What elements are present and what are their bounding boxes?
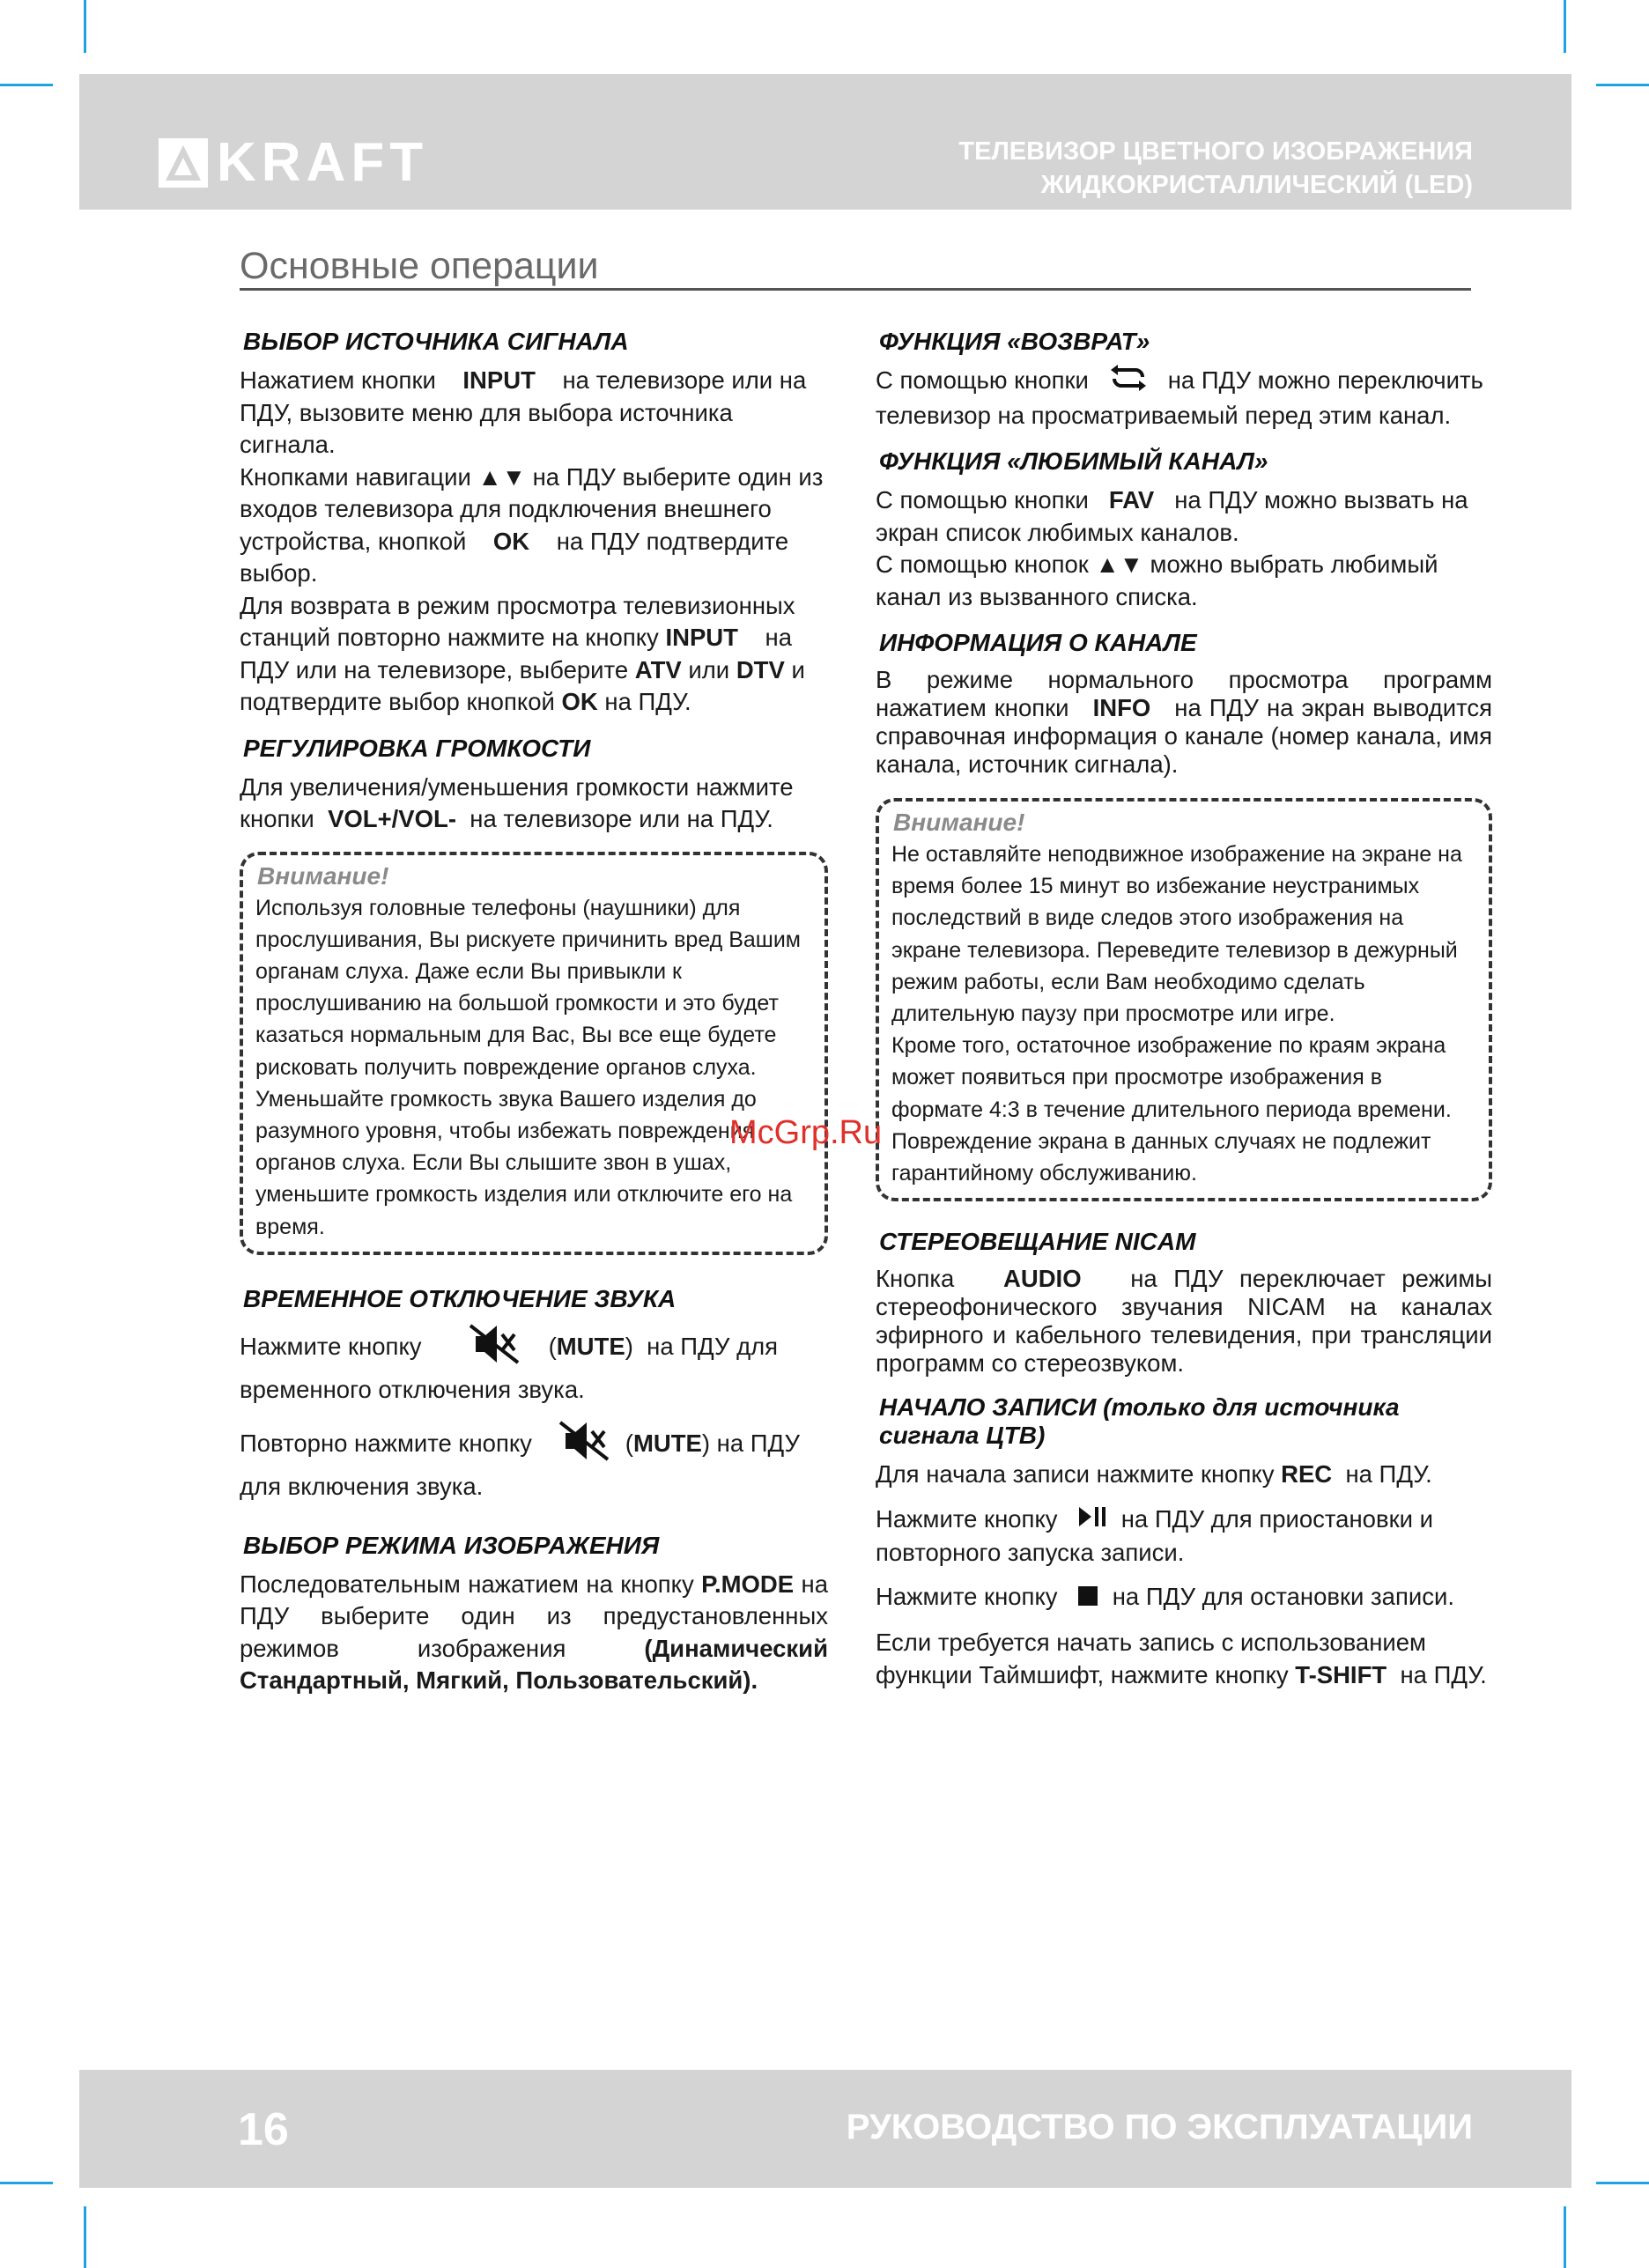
mute-button-label: MUTE [556, 1332, 625, 1360]
volume-paragraph: Для увеличения/уменьшения громкости нажмите кнопки VOL+/VOL- на телевизоре или на ПДУ. [240, 772, 794, 832]
section-title: Основные операции [240, 245, 599, 287]
input-button-label: INPUT [462, 366, 536, 394]
page-number: 16 [238, 2104, 289, 2155]
mute-paragraph-1: Нажмите кнопку (MUTE) на ПДУ для временного отключения звука. [240, 1322, 828, 1407]
nicam-heading: СТЕРЕОВЕЩАНИЕ NICAM [879, 1228, 1196, 1256]
crop-mark [0, 2182, 53, 2184]
warning-title: Внимание! [257, 861, 389, 890]
picture-mode-paragraph: Последовательным нажатием на кнопку P.MODE на ПДУ выберите один из предустановленных режимов изображения (Динамический Стандартный, Мягкий, Пользовательский). [240, 1570, 829, 1695]
crop-mark [1564, 2206, 1566, 2268]
pmode-button-label: P.MODE [701, 1570, 795, 1598]
return-section [876, 328, 1492, 432]
return-paragraph: С помощью кнопки на ПДУ можно переключить телевизор на просматриваемый перед этим канал. [876, 365, 1492, 432]
info-heading: ИНФОРМАЦИЯ О КАНАЛЕ [879, 629, 1197, 656]
crop-mark [1596, 2182, 1649, 2184]
fav-paragraph-2: С помощью кнопок ▲▼ можно выбрать любимый канал из вызванного списка. [876, 550, 1438, 610]
volume-heading: РЕГУЛИРОВКА ГРОМКОСТИ [243, 734, 591, 762]
fav-heading: ФУНКЦИЯ «ЛЮБИМЫЙ КАНАЛ» [879, 447, 1268, 475]
recording-paragraph-1: Для начала записи нажмите кнопку REC на ПДУ. [876, 1460, 1432, 1489]
crop-mark [1564, 0, 1566, 53]
header-title-line1: ТЕЛЕВИЗОР ЦВЕТНОГО ИЗОБРАЖЕНИЯ [958, 137, 1473, 166]
audio-button-label: AUDIO [1002, 1265, 1082, 1293]
recording-paragraph-4: Если требуется начать запись с использованием функции Таймшифт, нажмите кнопку T-SHIFT на ПДУ. [876, 1629, 1487, 1688]
fav-button-label: FAV [1108, 486, 1155, 513]
warning-title: Внимание! [893, 809, 1025, 836]
picture-mode-section [240, 1532, 828, 1697]
return-arrows-icon [1109, 365, 1148, 400]
mute-section [240, 1285, 828, 1503]
brand-logo [159, 132, 429, 193]
fav-section [876, 447, 1492, 613]
ok-button-label: OK [492, 527, 530, 555]
headphones-warning-box [240, 852, 828, 1255]
header-title [958, 135, 1473, 202]
logo-mark-icon [159, 138, 208, 188]
source-section [240, 328, 828, 719]
nicam-section [876, 1228, 1492, 1378]
source-paragraph-3: Для возврата в режим просмотра телевизионных станций повторно нажмите на кнопку INPUT на ПДУ или на телевизоре, выберите ATV или DTV и подтвердите выбор кнопкой OK на ПДУ. [240, 591, 805, 715]
source-paragraph-2: Кнопками навигации ▲▼ на ПДУ выберите один из входов телевизора для подключения внешнего устройства, кнопкой OK на ПДУ подтвердите выбор. [240, 462, 824, 587]
warning-text-1: Не оставляйте неподвижное изображение на экране на время более 15 минут во избежание неустранимых последствий в виде следов этого изображения на экране телевизора. Переведите телевизор в дежурный режим работы, если Вам необходимо сделать длительную паузу при просмотре или игре. [891, 842, 1462, 1027]
rec-button-label: REC [1281, 1460, 1333, 1489]
watermark: McGrp.Ru [729, 1114, 883, 1151]
right-column [876, 328, 1492, 1707]
info-button-label: INFO [1092, 694, 1151, 721]
mute-heading: ВРЕМЕННОЕ ОТКЛЮЧЕНИЕ ЗВУКА [243, 1284, 677, 1312]
warning-text: Используя головные телефоны (наушники) для прослушивания, Вы рискуете причинить вред Вашим органам слуха. Даже если Вы привыкли к прослушиванию на большой громкости и это будет казаться нормальным для Вас, Вы все еще будете рисковать получить повреждение органов слуха. Уменьшайте громкость звука Вашего изделия до разумного уровня, чтобы избежать повреждения органов слуха. Если Вы слышите звон в ушах, уменьшите громкость изделия или отключите его на время. [255, 895, 801, 1239]
logo-text: KRAFT [217, 132, 429, 193]
recording-section [876, 1393, 1492, 1691]
footer-title: РУКОВОДСТВО ПО ЭКСПЛУАТАЦИИ [846, 2108, 1473, 2146]
picture-mode-heading: ВЫБОР РЕЖИМА ИЗОБРАЖЕНИЯ [243, 1531, 660, 1559]
tshift-button-label: T-SHIFT [1295, 1660, 1387, 1688]
volume-section [240, 735, 828, 836]
left-column [240, 328, 828, 1713]
burn-in-warning-box [876, 798, 1492, 1201]
mute-button-label: MUTE [632, 1429, 702, 1457]
mute-icon [558, 1419, 611, 1472]
info-paragraph: В режиме нормального просмотра программ нажатием кнопки INFO на ПДУ на экран выводится справочная информация о канале (номер канала, имя канала, источник сигнала). [876, 666, 1492, 778]
source-paragraph-1: Нажатием кнопки INPUT на телевизоре или на ПДУ, вызовите меню для выбора источника сигнала. [240, 366, 807, 458]
info-section [876, 629, 1492, 779]
play-pause-icon [1077, 1504, 1107, 1537]
source-heading: ВЫБОР ИСТОЧНИКА СИГНАЛА [243, 328, 629, 355]
recording-paragraph-3: Нажмите кнопку на ПДУ для остановки записи. [876, 1581, 1492, 1614]
fav-paragraph-1: С помощью кнопки FAV на ПДУ можно вызвать на экран список любимых каналов. [876, 486, 1468, 546]
vol-button-label: VOL+/VOL- [328, 805, 456, 832]
crop-mark [1596, 84, 1649, 86]
warning-text-2: Кроме того, остаточное изображение по краям экрана может появиться при просмотре изображения в формате 4:3 в течение длительного периода времени. Повреждение экрана в данных случаях не подлежит гарантийному обслуживанию. [891, 1033, 1452, 1186]
stop-icon [1077, 1583, 1098, 1615]
recording-paragraph-2: Нажмите кнопку на ПДУ для приостановки и повторного запуска записи. [876, 1504, 1433, 1566]
crop-mark [84, 2206, 86, 2268]
mute-paragraph-2: Повторно нажмите кнопку (MUTE) на ПДУ для включения звука. [240, 1419, 828, 1503]
recording-heading: НАЧАЛО ЗАПИСИ (только для источника сигнала ЦТВ) [879, 1393, 1400, 1450]
crop-mark [84, 0, 86, 53]
input-button-label: INPUT [665, 624, 738, 651]
nicam-paragraph: Кнопка AUDIO на ПДУ переключает режимы стереофонического звучания NICAM на каналах эфирного и кабельного телевидения, при трансляции программ со стереозвуком. [876, 1265, 1493, 1378]
header-title-line2: ЖИДКОКРИСТАЛЛИЧЕСКИЙ (LED) [1040, 171, 1473, 199]
return-heading: ФУНКЦИЯ «ВОЗВРАТ» [879, 328, 1150, 355]
crop-mark [0, 84, 53, 86]
section-rule [240, 288, 1471, 291]
mute-icon [469, 1322, 521, 1375]
